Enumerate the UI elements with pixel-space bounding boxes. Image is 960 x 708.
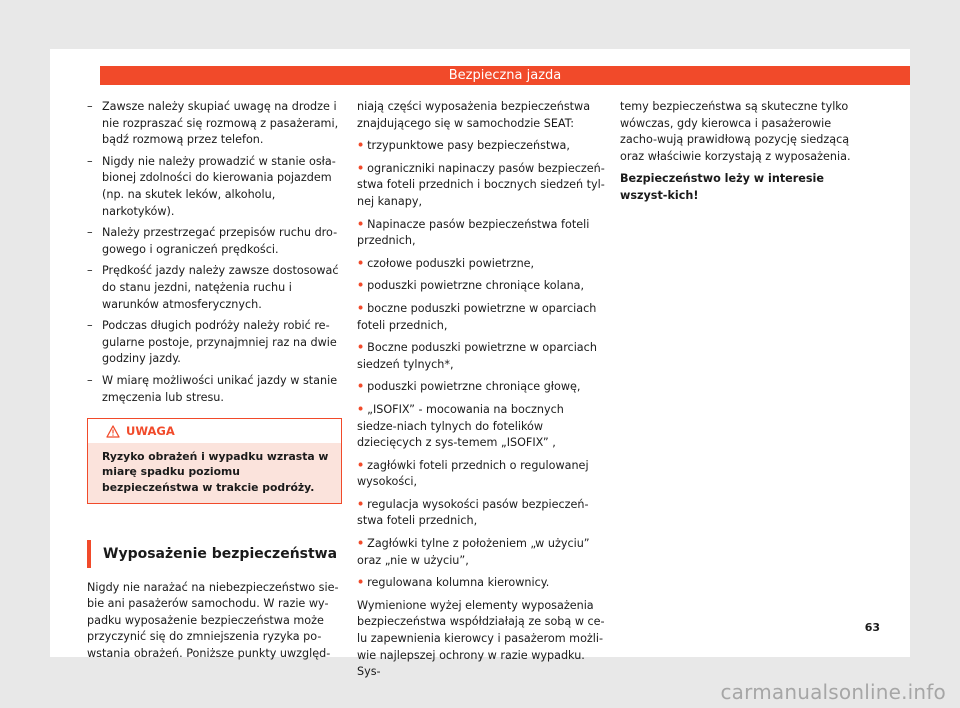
column-3	[620, 99, 865, 211]
bullet-item: • ograniczniki napinaczy pasów bezpieczeń-stwa foteli przednich i bocznych siedzeń tyl-nej kanapy,	[357, 161, 605, 208]
equipment-list	[357, 138, 607, 592]
list-item: – W miarę możliwości unikać jazdy w stanie zmęczenia lub stresu.	[87, 373, 340, 406]
bullet-item: • Napinacze pasów bezpieczeństwa foteli przednich,	[357, 217, 590, 248]
intro-paragraph: niają części wyposażenia bezpieczeństwa znajdującego się w samochodzie SEAT:	[357, 100, 591, 130]
bullet-item: • „ISOFIX” - mocowania na bocznych siedze-niach tylnych do fotelików dziecięcych z sys-temem „ISOFIX” ,	[357, 402, 564, 450]
outro-paragraph: Wymienione wyżej elementy wyposażenia bezpieczeństwa współdziałają ze sobą w ce-lu zapewnienia kierowcy i pasażerom możli-wie najlepszej ochrony w razie wypadku. Sys-	[357, 598, 605, 679]
section-paragraph: Nigdy nie narażać na niebezpieczeństwo sie-bie ani pasażerów samochodu. W razie wy-padku wyposażenie bezpieczeństwa może przyczynić się do zmniejszenia ryzyka po-wstania obrażeń. Poniższe punkty uwzględ-	[87, 580, 339, 661]
page-number: 63	[864, 621, 880, 634]
bullet-item: • czołowe poduszki powietrzne,	[357, 256, 535, 270]
bullet-item: • Zagłówki tylne z położeniem „w użyciu” oraz „nie w użyciu”,	[357, 537, 590, 567]
list-item: – Nigdy nie należy prowadzić w stanie osła-bionej zdolności do kierowania pojazdem (np. na skutek leków, alkoholu, narkotyków).	[87, 154, 340, 220]
warning-box	[87, 418, 342, 504]
bullet-item: • poduszki powietrzne chroniące głowę,	[357, 380, 581, 394]
bullet-dot-icon: •	[357, 256, 365, 270]
bullet-dot-icon: •	[357, 402, 365, 416]
bullet-item: • regulowana kolumna kierownicy.	[357, 576, 550, 590]
watermark: carmanualsonline.info	[720, 680, 946, 704]
column-2	[357, 99, 607, 687]
bullet-dot-icon: •	[357, 139, 365, 153]
chapter-header: Bezpieczna jazda	[100, 66, 910, 85]
list-item: – Zawsze należy skupiać uwagę na drodze i nie rozpraszać się rozmową z pasażerami, bądź rozmową przez telefon.	[87, 99, 340, 149]
section-title: Wyposażenie bezpieczeństwa	[87, 540, 340, 568]
safety-rules-list	[87, 99, 340, 406]
bullet-dot-icon: •	[357, 217, 365, 231]
warning-triangle-icon	[106, 425, 120, 438]
bullet-dot-icon: •	[357, 161, 365, 175]
manual-page	[50, 49, 910, 679]
emphasis-paragraph: Bezpieczeństwo leży w interesie wszyst-kich!	[620, 172, 824, 202]
warning-title: UWAGA	[126, 424, 175, 439]
warning-header	[88, 419, 341, 443]
bullet-dot-icon: •	[357, 458, 365, 472]
bullet-dot-icon: •	[357, 497, 365, 511]
continued-paragraph: temy bezpieczeństwa są skuteczne tylko wówczas, gdy kierowca i pasażerowie zacho-wują prawidłową pozycję siedzącą oraz właściwie korzystają z wyposażenia.	[620, 100, 851, 163]
bullet-dot-icon: •	[357, 380, 365, 394]
bullet-item: • regulacja wysokości pasów bezpieczeń-stwa foteli przednich,	[357, 497, 589, 528]
bullet-dot-icon: •	[357, 576, 365, 590]
warning-text: Ryzyko obrażeń i wypadku wzrasta w miarę spadku poziomu bezpieczeństwa w trakcie podróży.	[102, 450, 329, 494]
list-item: – Podczas długich podróży należy robić re-gularne postoje, przynajmniej raz na dwie godziny jazdy.	[87, 318, 340, 368]
list-item: – Prędkość jazdy należy zawsze dostosować do stanu jezdni, natężenia ruchu i warunków atmosferycznych.	[87, 263, 340, 313]
bullet-item: • trzypunktowe pasy bezpieczeństwa,	[357, 139, 570, 153]
bullet-dot-icon: •	[357, 279, 365, 293]
bullet-item: • boczne poduszki powietrzne w oparciach foteli przednich,	[357, 301, 597, 332]
bullet-dot-icon: •	[357, 341, 365, 355]
list-item: – Należy przestrzegać przepisów ruchu dro-gowego i ograniczeń prędkości.	[87, 225, 340, 258]
bullet-item: • zagłówki foteli przednich o regulowanej wysokości,	[357, 458, 589, 489]
bullet-item: • poduszki powietrzne chroniące kolana,	[357, 279, 585, 293]
bullet-item: • Boczne poduszki powietrzne w oparciach siedzeń tylnych*,	[357, 341, 597, 371]
bullet-dot-icon: •	[357, 301, 365, 315]
column-1	[87, 99, 340, 669]
bullet-dot-icon: •	[357, 537, 365, 551]
